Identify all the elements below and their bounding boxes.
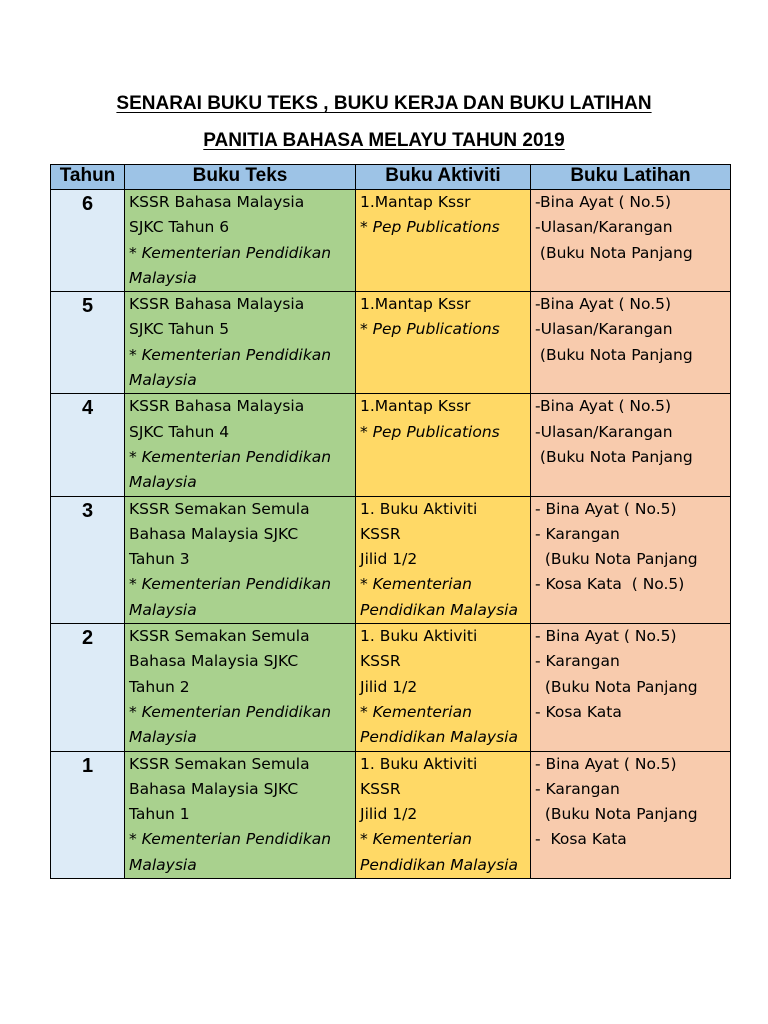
buku-latihan-cell	[531, 190, 731, 292]
cell-line: Pendidikan Malaysia	[360, 728, 518, 747]
year-cell: 6	[51, 190, 125, 292]
buku-aktiviti-cell	[356, 624, 531, 751]
cell-line: Jilid 1/2	[360, 550, 418, 569]
cell-line: 1.Mantap Kssr	[360, 193, 471, 211]
cell-line: * Pep Publications	[360, 320, 500, 339]
cell-line: -Bina Ayat ( No.5)	[535, 295, 672, 314]
cell-line: SJKC Tahun 6	[129, 218, 230, 237]
cell-line: - Kosa Kata ( No.5)	[535, 575, 685, 594]
header-buku-teks: Buku Teks	[125, 165, 356, 190]
year-cell: 5	[51, 292, 125, 394]
cell-line: -Bina Ayat ( No.5)	[535, 193, 672, 211]
buku-teks-cell	[125, 190, 356, 292]
document-title: SENARAI BUKU TEKS , BUKU KERJA DAN BUKU LATIHAN	[116, 93, 652, 114]
cell-line: Malaysia	[129, 600, 197, 619]
cell-line: Malaysia	[129, 728, 197, 747]
cell-line: 1.Mantap Kssr	[360, 397, 471, 416]
year-cell: 2	[51, 624, 125, 751]
document-subtitle: PANITIA BAHASA MELAYU TAHUN 2019	[203, 130, 565, 151]
cell-line: - Kosa Kata	[535, 830, 627, 849]
table-row	[51, 292, 731, 394]
cell-line: * Kementerian Pendidikan	[129, 243, 332, 262]
header-buku-aktiviti: Buku Aktiviti	[356, 165, 531, 190]
cell-line: Malaysia	[129, 473, 197, 492]
cell-line: Malaysia	[129, 268, 197, 287]
buku-latihan-cell	[531, 751, 731, 878]
cell-line: Jilid 1/2	[360, 805, 418, 824]
cell-line: -Ulasan/Karangan	[535, 422, 673, 441]
cell-line: Bahasa Malaysia SJKC	[129, 779, 299, 798]
buku-aktiviti-cell	[356, 292, 531, 394]
cell-line: * Kementerian	[360, 830, 472, 849]
cell-line: * Kementerian Pendidikan	[129, 830, 332, 849]
buku-latihan-cell	[531, 292, 731, 394]
cell-line: (Buku Nota Panjang	[535, 447, 693, 466]
cell-line: - Kosa Kata	[535, 702, 622, 721]
cell-line: Malaysia	[129, 371, 197, 390]
buku-teks-cell	[125, 496, 356, 623]
cell-line: - Bina Ayat ( No.5)	[535, 627, 677, 646]
cell-line: * Pep Publications	[360, 218, 500, 237]
cell-line: KSSR Semakan Semula	[129, 627, 310, 646]
cell-line: Pendidikan Malaysia	[360, 600, 518, 619]
cell-line: 1. Buku Aktiviti	[360, 754, 478, 773]
year-cell: 3	[51, 496, 125, 623]
cell-line: Bahasa Malaysia SJKC	[129, 652, 299, 671]
buku-aktiviti-cell	[356, 751, 531, 878]
table-row	[51, 624, 731, 751]
cell-line: * Kementerian Pendidikan	[129, 447, 332, 466]
cell-line: (Buku Nota Panjang	[535, 550, 698, 569]
cell-line: * Pep Publications	[360, 422, 500, 441]
cell-line: KSSR Bahasa Malaysia	[129, 295, 305, 314]
table-row	[51, 751, 731, 878]
buku-aktiviti-cell	[356, 190, 531, 292]
cell-line: * Kementerian Pendidikan	[129, 702, 332, 721]
cell-line: -Bina Ayat ( No.5)	[535, 397, 672, 416]
header-buku-latihan: Buku Latihan	[531, 165, 731, 190]
year-cell: 1	[51, 751, 125, 878]
buku-aktiviti-cell	[356, 394, 531, 496]
cell-line: 1. Buku Aktiviti	[360, 627, 478, 646]
cell-line: Tahun 1	[129, 805, 190, 824]
cell-line: 1. Buku Aktiviti	[360, 499, 478, 518]
table-row	[51, 394, 731, 496]
cell-line: Jilid 1/2	[360, 677, 418, 696]
cell-line: Bahasa Malaysia SJKC	[129, 524, 299, 543]
cell-line: (Buku Nota Panjang	[535, 345, 693, 364]
book-list-table	[50, 164, 731, 879]
buku-teks-cell	[125, 751, 356, 878]
cell-line: -Ulasan/Karangan	[535, 320, 673, 339]
cell-line: * Kementerian	[360, 702, 472, 721]
cell-line: * Kementerian Pendidikan	[129, 575, 332, 594]
cell-line: KSSR	[360, 779, 401, 798]
buku-teks-cell	[125, 394, 356, 496]
table-row	[51, 496, 731, 623]
cell-line: Malaysia	[129, 855, 197, 874]
year-cell: 4	[51, 394, 125, 496]
cell-line: KSSR Bahasa Malaysia	[129, 193, 305, 211]
cell-line: SJKC Tahun 4	[129, 422, 230, 441]
cell-line: - Bina Ayat ( No.5)	[535, 499, 677, 518]
cell-line: * Kementerian Pendidikan	[129, 345, 332, 364]
buku-latihan-cell	[531, 394, 731, 496]
cell-line: KSSR Semakan Semula	[129, 754, 310, 773]
cell-line: (Buku Nota Panjang	[535, 243, 693, 262]
cell-line: - Karangan	[535, 652, 620, 671]
cell-line: KSSR Semakan Semula	[129, 499, 310, 518]
cell-line: Tahun 2	[129, 677, 190, 696]
cell-line: Tahun 3	[129, 550, 190, 569]
buku-teks-cell	[125, 624, 356, 751]
cell-line: - Karangan	[535, 524, 620, 543]
cell-line: * Kementerian	[360, 575, 472, 594]
header-tahun: Tahun	[51, 165, 125, 190]
buku-latihan-cell	[531, 496, 731, 623]
cell-line: KSSR	[360, 524, 401, 543]
cell-line: (Buku Nota Panjang	[535, 677, 698, 696]
cell-line: 1.Mantap Kssr	[360, 295, 471, 314]
cell-line: SJKC Tahun 5	[129, 320, 230, 339]
cell-line: - Bina Ayat ( No.5)	[535, 754, 677, 773]
table-row	[51, 190, 731, 292]
buku-teks-cell	[125, 292, 356, 394]
cell-line: Pendidikan Malaysia	[360, 855, 518, 874]
buku-latihan-cell	[531, 624, 731, 751]
cell-line: KSSR	[360, 652, 401, 671]
cell-line: -Ulasan/Karangan	[535, 218, 673, 237]
cell-line: - Karangan	[535, 779, 620, 798]
cell-line: (Buku Nota Panjang	[535, 805, 698, 824]
table-header-row	[51, 165, 731, 190]
buku-aktiviti-cell	[356, 496, 531, 623]
cell-line: KSSR Bahasa Malaysia	[129, 397, 305, 416]
